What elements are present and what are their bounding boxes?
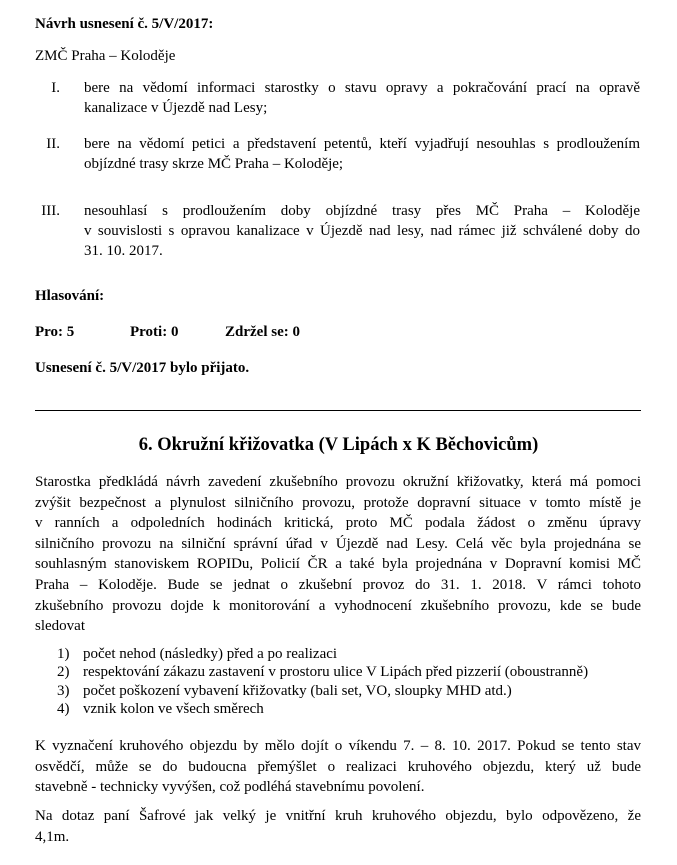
text-line: zvýšit bezpečnost a plynulost silničního provozu, protože dopravní situace v tomto místě je: [35, 494, 641, 511]
list-item: [35, 682, 655, 700]
vote-pro: Pro: 5: [35, 324, 75, 340]
text-line: souhlasným stanoviskem ROPIDu, Policií ČR a také byla projednána v Dopravní komisi MČ: [35, 556, 641, 573]
text-line: bere na vědomí informaci starostky o stavu opravy a pokračování prací na opravě: [84, 80, 640, 96]
text-line: zkušebního provozu dojde k monitorování a vyhodnocení zkušebního provozu, kde se bude: [35, 597, 641, 614]
resolution-title: Návrh usnesení č. 5/V/2017:: [35, 16, 214, 32]
resolution-item-text: [84, 201, 640, 261]
text-line: stavebně - technicky vyvýšen, což podléhá stavebnímu povolení.: [35, 779, 425, 796]
resolution-item-number: II.: [46, 136, 60, 152]
list-item: [35, 700, 655, 718]
paragraph-question: [35, 806, 641, 847]
text-line: v souvislosti s opravou kanalizace v Újezdě nad lesy, nad rámec již schválené doby do: [84, 223, 640, 239]
text-line: 31. 10. 2017.: [84, 243, 163, 259]
list-item-text: vznik kolon ve všech směrech: [83, 700, 264, 717]
vote-zdrzel: Zdržel se: 0: [225, 324, 300, 340]
resolution-item-text: [84, 78, 640, 118]
text-line: nesouhlasí s prodloužením doby objízdné trasy přes MČ Praha – Koloděje: [84, 203, 640, 219]
list-item-text: respektování zákazu zastavení v prostoru ulice V Lipách před pizzerií (oboustranně): [83, 664, 589, 681]
text-line: Na dotaz paní Šafrové jak velký je vnitřní kruh kruhového objezdu, bylo odpovězeno, že: [35, 808, 641, 824]
monitoring-list: [35, 645, 655, 718]
list-item-number: 4): [57, 700, 70, 717]
text-line: K vyznačení kruhového objezdu by mělo dojít o víkendu 7. – 8. 10. 2017. Pokud se tento stav: [35, 738, 641, 754]
resolution-result: Usnesení č. 5/V/2017 bylo přijato.: [35, 360, 250, 376]
resolution-item-text: [84, 134, 640, 174]
resolution-body: ZMČ Praha – Koloděje: [35, 48, 176, 64]
text-line: objízdné trasy skrze MČ Praha – Koloděje;: [84, 156, 344, 172]
section-heading: 6. Okružní křižovatka (V Lipách x K Běchovicům): [138, 435, 539, 455]
text-line: osvědčí, může se do budoucna přemýšlet o realizaci kruhového objezdu, který už bude: [35, 758, 641, 775]
list-item-number: 1): [57, 646, 70, 662]
paragraph-intro: [35, 472, 641, 637]
section-divider: [35, 410, 641, 411]
list-item: [35, 645, 655, 663]
text-line: Praha – Koloděje. Bude se jednat o zkušební provoz do 31. 1. 2018. V rámci tohoto: [35, 576, 641, 593]
vote-proti: Proti: 0: [130, 324, 179, 340]
list-item: [35, 663, 655, 681]
list-item-text: počet poškození vybavení křižovatky (bali set, VO, sloupky MHD atd.): [83, 682, 512, 699]
resolution-item-number: III.: [41, 203, 60, 219]
text-line: v ranních a odpoledních hodinách kritická, proto MČ podala žádost o změnu úpravy: [35, 515, 641, 532]
text-line: kanalizace v Újezdě nad Lesy;: [84, 100, 268, 116]
text-line: sledovat: [35, 618, 85, 635]
list-item-number: 3): [57, 682, 70, 699]
voting-label: Hlasování:: [35, 288, 105, 304]
resolution-item-number: I.: [51, 80, 60, 96]
list-item-number: 2): [57, 664, 70, 681]
text-line: silničního provozu na silniční správní úřad v Újezdě nad Lesy. Celá věc byla projednána se: [35, 535, 641, 552]
paragraph-roundabout: [35, 736, 641, 798]
text-line: bere na vědomí petici a představení petentů, kteří vyjadřují nesouhlas s prodloužením: [84, 136, 640, 152]
text-line: Starostka předkládá návrh zavedení zkušebního provozu okružní křižovatky, která má pomoci: [35, 474, 641, 490]
list-item-text: počet nehod (následky) před a po realizaci: [83, 646, 338, 662]
text-line: 4,1m.: [35, 828, 70, 845]
